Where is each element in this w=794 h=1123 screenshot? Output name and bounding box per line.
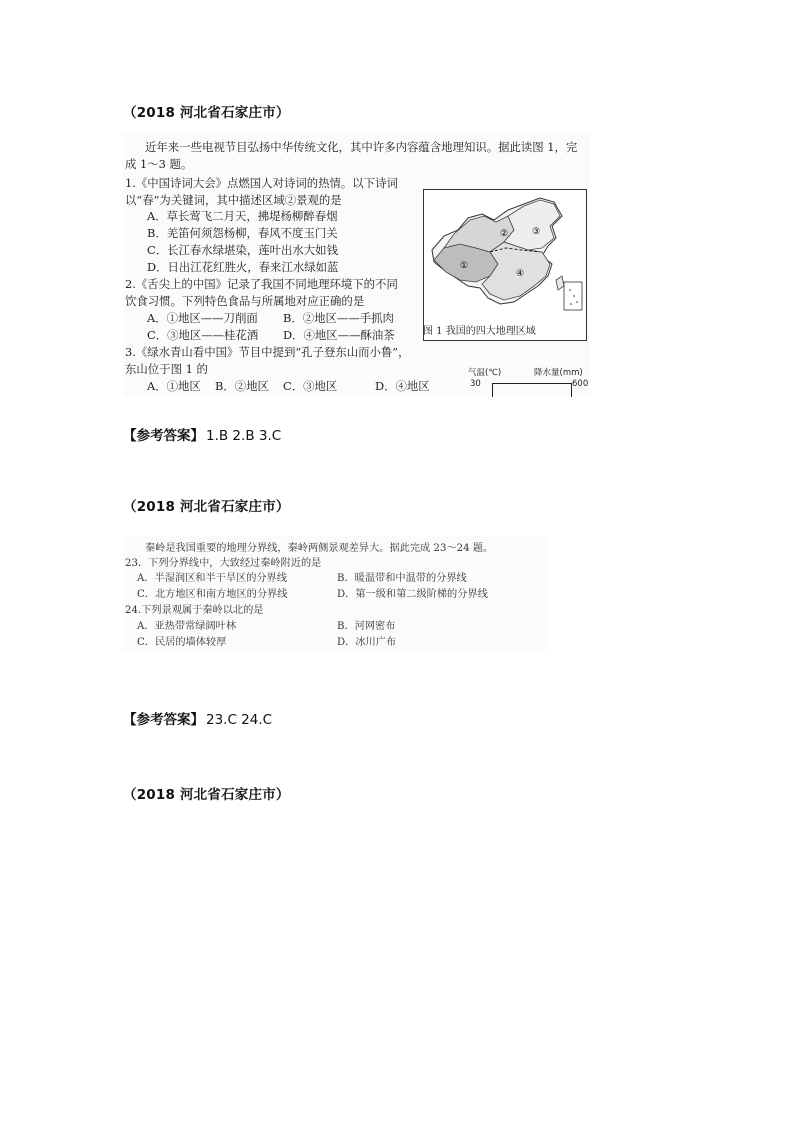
q1-stem-2: 以“春”为关键词，其中描述区域②景观的是 bbox=[125, 193, 342, 207]
q24-option-b: B．河网密布 bbox=[337, 621, 396, 632]
q2-option-d: D．④地区——酥油茶 bbox=[283, 328, 395, 342]
map-label-1: ① bbox=[460, 261, 469, 271]
q3-option-b: B．②地区 bbox=[215, 379, 269, 393]
q1-option-a: A．草长莺飞二月天，拂堤杨柳醉春烟 bbox=[147, 209, 338, 223]
q3-option-d: D．④地区 bbox=[375, 379, 430, 393]
answer-label-1: 【参考答案】 bbox=[123, 428, 204, 444]
climate-chart-frame bbox=[492, 383, 572, 397]
climate-temp-tick: 30 bbox=[470, 379, 481, 389]
q23-option-c: C．北方地区和南方地区的分界线 bbox=[137, 589, 288, 600]
q23-option-d: D．第一级和第二级阶梯的分界线 bbox=[337, 589, 488, 600]
q23-stem: 23．下列分界线中，大致经过秦岭附近的是 bbox=[125, 558, 322, 569]
answer-value-2: 23.C 24.C bbox=[206, 712, 273, 728]
climate-chart-partial bbox=[468, 366, 590, 397]
q2-option-c: C．③地区——桂花酒 bbox=[147, 328, 259, 342]
q24-option-a: A．亚热带常绿阔叶林 bbox=[137, 621, 237, 632]
answer-value-1: 1.B 2.B 3.C bbox=[206, 428, 282, 444]
q3-stem-2: 东山位于图 1 的 bbox=[125, 362, 208, 376]
q23-option-b: B．暖温带和中温带的分界线 bbox=[337, 573, 467, 584]
answer-1 bbox=[123, 424, 281, 444]
q1-stem: 1.《中国诗词大会》点燃国人对诗词的热情。以下诗词 bbox=[125, 176, 398, 190]
q2-option-b: B．②地区——手抓肉 bbox=[283, 311, 394, 325]
source-heading-3: （2018 河北省石家庄市） bbox=[123, 787, 290, 803]
climate-temp-label: 气温(℃) bbox=[468, 368, 502, 378]
map-label-4: ④ bbox=[516, 269, 525, 279]
intro-line-2: 成 1～3 题。 bbox=[125, 157, 193, 171]
answer-2 bbox=[123, 708, 272, 728]
source-heading-1: （2018 河北省石家庄市） bbox=[123, 105, 290, 121]
q23-intro: 秦岭是我国重要的地理分界线，秦岭两侧景观差异大。据此完成 23～24 题。 bbox=[145, 543, 494, 554]
q1-option-c: C．长江春水绿堪染，莲叶出水大如钱 bbox=[147, 243, 338, 257]
climate-precip-tick: 600 bbox=[572, 379, 589, 389]
map-label-2: ② bbox=[500, 229, 509, 239]
china-regions-map bbox=[423, 189, 587, 341]
answer-label-2: 【参考答案】 bbox=[123, 712, 204, 728]
q2-option-a: A．①地区——刀削面 bbox=[147, 311, 258, 325]
q3-stem: 3.《绿水青山看中国》节目中提到“孔子登东山而小鲁”， bbox=[125, 345, 410, 359]
map-label-3: ③ bbox=[532, 227, 541, 237]
map-caption: 图 1 我国的四大地理区域 bbox=[423, 326, 536, 337]
q2-stem-2: 饮食习惯。下列特色食品与所属地对应正确的是 bbox=[125, 294, 365, 308]
q1-option-d: D．日出江花红胜火，春来江水绿如蓝 bbox=[147, 260, 339, 274]
q24-option-d: D．冰川广布 bbox=[337, 637, 397, 648]
source-heading-2: （2018 河北省石家庄市） bbox=[123, 499, 290, 515]
q3-option-a: A．①地区 bbox=[147, 379, 201, 393]
q2-stem: 2.《舌尖上的中国》记录了我国不同地理环境下的不同 bbox=[125, 277, 398, 291]
intro-line-1: 近年来一些电视节目弘扬中华传统文化，其中许多内容蕴含地理知识。据此读图 1，完 bbox=[145, 140, 578, 154]
q23-option-a: A．半湿润区和半干旱区的分界线 bbox=[137, 573, 287, 584]
q24-option-c: C．民居的墙体较厚 bbox=[137, 637, 227, 648]
china-map-drawing bbox=[424, 190, 586, 320]
q24-stem: 24.下列景观属于秦岭以北的是 bbox=[125, 605, 264, 616]
q1-option-b: B．羌笛何须怨杨柳，春风不度玉门关 bbox=[147, 226, 338, 240]
q3-option-c: C．③地区 bbox=[283, 379, 338, 393]
question-scan-1 bbox=[123, 133, 590, 397]
climate-precip-label: 降水量(mm) bbox=[534, 368, 583, 378]
question-scan-2 bbox=[123, 536, 548, 651]
